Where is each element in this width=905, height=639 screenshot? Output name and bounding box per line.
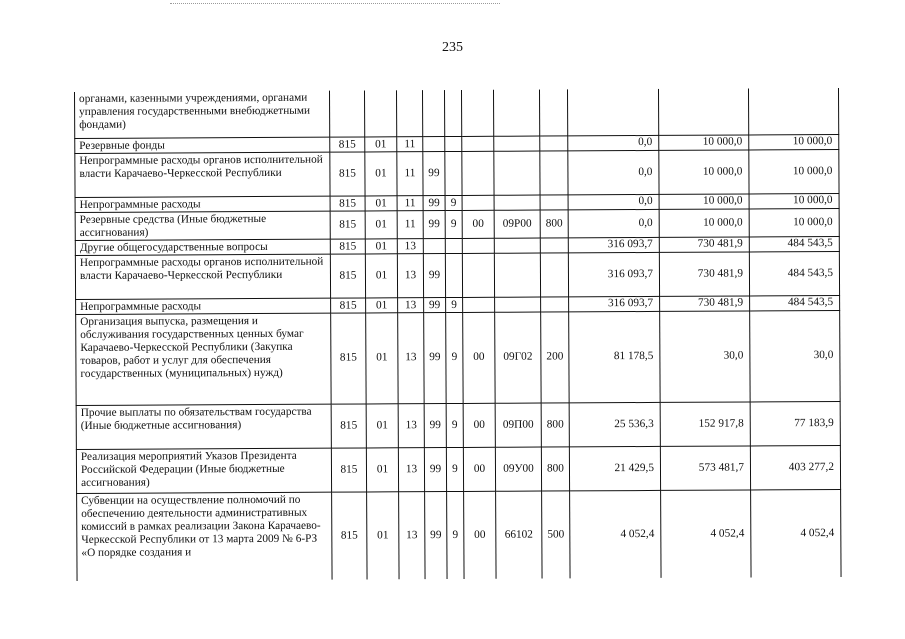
code-program-cell bbox=[422, 90, 444, 136]
amount-year1-cell: 316 093,7 bbox=[568, 237, 659, 252]
row-name-cell: Непрограммные расходы bbox=[75, 196, 330, 212]
code-section-cell: 01 bbox=[366, 403, 398, 447]
code-subprogram-cell bbox=[445, 253, 462, 297]
code-target-cell: 09П00 bbox=[495, 403, 541, 447]
amount-year2-cell: 730 481,9 bbox=[659, 251, 749, 295]
code-group-cell: 00 bbox=[464, 491, 496, 579]
code-group-cell: 00 bbox=[462, 210, 494, 238]
code-section-cell: 01 bbox=[365, 151, 397, 195]
code-subsection-cell: 13 bbox=[397, 238, 423, 253]
amount-year1-cell: 81 178,5 bbox=[569, 311, 660, 402]
amount-year3-cell: 403 277,2 bbox=[750, 445, 840, 489]
code-program-cell: 99 bbox=[424, 447, 446, 491]
code-subsection-cell bbox=[396, 90, 422, 136]
code-group-cell bbox=[462, 195, 494, 210]
code-subprogram-cell bbox=[445, 238, 462, 253]
amount-year3-cell: 10 000,0 bbox=[749, 193, 839, 208]
code-target-cell bbox=[494, 136, 540, 151]
code-subprogram-cell: 9 bbox=[446, 447, 463, 491]
amount-year2-cell: 10 000,0 bbox=[659, 193, 749, 208]
code-program-cell: 99 bbox=[424, 403, 446, 447]
code-subprogram-cell: 9 bbox=[446, 312, 463, 403]
row-name-cell: Резервные средства (Иные бюджетные ассигнования) bbox=[75, 211, 330, 240]
code-target-cell bbox=[494, 238, 540, 253]
table-row bbox=[74, 88, 838, 138]
code-program-cell: 99 bbox=[423, 195, 445, 210]
code-subsection-cell: 11 bbox=[397, 136, 423, 151]
code-expense-type-cell: 800 bbox=[540, 209, 568, 237]
code-program-cell: 99 bbox=[425, 491, 447, 579]
code-ministry-cell: 815 bbox=[331, 297, 366, 312]
amount-year2-cell bbox=[658, 88, 748, 134]
code-subsection-cell: 13 bbox=[399, 491, 425, 579]
code-program-cell: 99 bbox=[423, 210, 445, 238]
row-name-cell: Другие общегосударственные вопросы bbox=[75, 239, 330, 255]
row-name-cell: Реализация мероприятий Указов Президента Российской Федерации (Иные бюджетные ассигнования) bbox=[76, 448, 331, 493]
amount-year3-cell: 484 543,5 bbox=[750, 295, 840, 310]
table-row bbox=[77, 489, 841, 581]
code-expense-type-cell bbox=[540, 135, 568, 150]
code-target-cell: 09Р00 bbox=[494, 210, 540, 238]
code-target-cell: 09Г02 bbox=[495, 312, 541, 403]
amount-year1-cell bbox=[567, 89, 658, 135]
table-row bbox=[75, 149, 839, 197]
row-name-cell: Непрограммные расходы органов исполнительной власти Карачаево-Черкесской Республики bbox=[75, 152, 330, 197]
code-expense-type-cell bbox=[541, 296, 569, 311]
code-ministry-cell: 815 bbox=[330, 238, 365, 253]
amount-year3-cell: 30,0 bbox=[750, 310, 840, 401]
row-name-cell: органами, казенными учреждениями, органами управления государственными внебюджетными фондами) bbox=[74, 91, 329, 138]
amount-year1-cell: 0,0 bbox=[568, 194, 659, 209]
amount-year3-cell: 10 000,0 bbox=[749, 208, 839, 236]
code-ministry-cell: 815 bbox=[330, 136, 365, 151]
amount-year1-cell: 25 536,3 bbox=[569, 402, 660, 446]
code-expense-type-cell: 500 bbox=[542, 490, 570, 578]
code-program-cell: 99 bbox=[423, 253, 445, 297]
code-target-cell: 66102 bbox=[496, 491, 542, 579]
code-program-cell: 99 bbox=[424, 297, 446, 312]
amount-year2-cell: 30,0 bbox=[660, 310, 750, 401]
amount-year2-cell: 730 481,9 bbox=[659, 236, 749, 251]
code-group-cell bbox=[463, 297, 495, 312]
code-section-cell: 01 bbox=[366, 312, 398, 403]
code-section-cell: 01 bbox=[366, 297, 398, 312]
code-subprogram-cell bbox=[445, 151, 462, 195]
row-name-cell: Непрограммные расходы bbox=[76, 298, 331, 314]
budget-table bbox=[74, 88, 842, 581]
amount-year2-cell: 152 917,8 bbox=[660, 401, 750, 445]
code-expense-type-cell bbox=[540, 194, 568, 209]
amount-year1-cell: 0,0 bbox=[568, 209, 659, 237]
amount-year1-cell: 21 429,5 bbox=[569, 446, 660, 490]
amount-year3-cell: 4 052,4 bbox=[751, 489, 841, 577]
table-row bbox=[76, 310, 840, 405]
table-row bbox=[75, 208, 839, 240]
code-expense-type-cell: 200 bbox=[541, 311, 569, 402]
code-subsection-cell: 13 bbox=[398, 447, 424, 491]
row-name-cell: Субвенции на осуществление полномочий по обеспечению деятельности административных комиссий в рамках реализации Закона Карачаево-Черкесской Республики от 13 марта 2009 № 6-РЗ «О порядке создания и bbox=[77, 492, 332, 581]
code-section-cell: 01 bbox=[365, 136, 397, 151]
code-section-cell: 01 bbox=[365, 210, 397, 238]
amount-year3-cell: 484 543,5 bbox=[749, 236, 839, 251]
scan-edge-artifact bbox=[170, 3, 500, 4]
code-expense-type-cell bbox=[540, 252, 568, 296]
code-section-cell bbox=[364, 90, 396, 136]
code-section-cell: 01 bbox=[365, 253, 397, 297]
code-ministry-cell bbox=[329, 90, 364, 136]
amount-year2-cell: 4 052,4 bbox=[661, 489, 751, 577]
amount-year2-cell: 730 481,9 bbox=[660, 295, 750, 310]
code-subsection-cell: 11 bbox=[397, 151, 423, 195]
table-row bbox=[76, 445, 840, 493]
code-ministry-cell: 815 bbox=[332, 491, 367, 579]
code-target-cell bbox=[494, 253, 540, 297]
amount-year3-cell: 10 000,0 bbox=[749, 134, 839, 149]
code-section-cell: 01 bbox=[366, 447, 398, 491]
code-ministry-cell: 815 bbox=[330, 253, 365, 297]
code-group-cell bbox=[461, 90, 493, 136]
amount-year3-cell bbox=[748, 88, 838, 134]
code-subprogram-cell bbox=[444, 90, 461, 136]
code-group-cell bbox=[462, 136, 494, 151]
row-name-cell: Непрограммные расходы органов исполнительной власти Карачаево-Черкесской Республики bbox=[75, 254, 330, 299]
code-target-cell bbox=[494, 151, 540, 195]
code-subprogram-cell: 9 bbox=[446, 297, 463, 312]
code-ministry-cell: 815 bbox=[330, 210, 365, 238]
code-group-cell bbox=[462, 151, 494, 195]
amount-year2-cell: 10 000,0 bbox=[659, 149, 749, 193]
code-section-cell: 01 bbox=[367, 491, 399, 579]
code-group-cell: 00 bbox=[463, 312, 495, 403]
code-target-cell: 09У00 bbox=[495, 447, 541, 491]
amount-year3-cell: 484 543,5 bbox=[749, 251, 839, 295]
amount-year2-cell: 10 000,0 bbox=[659, 134, 749, 149]
code-subprogram-cell: 9 bbox=[446, 403, 463, 447]
code-ministry-cell: 815 bbox=[330, 151, 365, 195]
row-name-cell: Резервные фонды bbox=[75, 137, 330, 153]
code-program-cell bbox=[423, 238, 445, 253]
code-group-cell: 00 bbox=[463, 447, 495, 491]
code-expense-type-cell bbox=[539, 89, 567, 135]
amount-year1-cell: 0,0 bbox=[568, 135, 659, 150]
code-section-cell: 01 bbox=[365, 195, 397, 210]
code-subsection-cell: 13 bbox=[398, 403, 424, 447]
row-name-cell: Прочие выплаты по обязательствам государства (Иные бюджетные ассигнования) bbox=[76, 404, 331, 449]
amount-year1-cell: 4 052,4 bbox=[570, 490, 661, 578]
table-body bbox=[74, 88, 841, 581]
amount-year1-cell: 316 093,7 bbox=[568, 252, 659, 296]
code-subsection-cell: 13 bbox=[398, 312, 424, 403]
code-expense-type-cell: 800 bbox=[541, 402, 569, 446]
page-number: 235 bbox=[442, 40, 463, 55]
code-subprogram-cell: 9 bbox=[447, 491, 464, 579]
code-ministry-cell: 815 bbox=[331, 312, 366, 403]
amount-year2-cell: 573 481,7 bbox=[660, 445, 750, 489]
code-program-cell: 99 bbox=[424, 312, 446, 403]
code-target-cell bbox=[494, 195, 540, 210]
amount-year2-cell: 10 000,0 bbox=[659, 208, 749, 236]
code-program-cell bbox=[423, 136, 445, 151]
code-section-cell: 01 bbox=[365, 238, 397, 253]
code-ministry-cell: 815 bbox=[331, 403, 366, 447]
code-subsection-cell: 13 bbox=[397, 253, 423, 297]
code-subprogram-cell: 9 bbox=[445, 210, 462, 238]
row-name-cell: Организация выпуска, размещения и обслуживания государственных ценных бумаг Карачаево-Черкесской Республики (Закупка товаров, работ и услуг для обеспечения государственных (муниципальных) нужд) bbox=[76, 313, 331, 405]
amount-year3-cell: 10 000,0 bbox=[749, 149, 839, 193]
code-expense-type-cell bbox=[540, 237, 568, 252]
amount-year1-cell: 0,0 bbox=[568, 150, 659, 194]
table-row bbox=[76, 401, 840, 449]
code-ministry-cell: 815 bbox=[331, 447, 366, 491]
code-expense-type-cell bbox=[540, 150, 568, 194]
code-subprogram-cell: 9 bbox=[445, 195, 462, 210]
amount-year3-cell: 77 183,9 bbox=[750, 401, 840, 445]
code-expense-type-cell: 800 bbox=[541, 446, 569, 490]
code-group-cell: 00 bbox=[463, 403, 495, 447]
code-subprogram-cell bbox=[445, 136, 462, 151]
code-group-cell bbox=[462, 253, 494, 297]
code-target-cell bbox=[495, 297, 541, 312]
code-subsection-cell: 11 bbox=[397, 210, 423, 238]
code-subsection-cell: 11 bbox=[397, 195, 423, 210]
code-program-cell: 99 bbox=[423, 151, 445, 195]
table-row bbox=[75, 251, 839, 299]
code-subsection-cell: 13 bbox=[398, 297, 424, 312]
code-target-cell bbox=[493, 90, 539, 136]
code-ministry-cell: 815 bbox=[330, 195, 365, 210]
code-group-cell bbox=[462, 238, 494, 253]
amount-year1-cell: 316 093,7 bbox=[569, 296, 660, 311]
